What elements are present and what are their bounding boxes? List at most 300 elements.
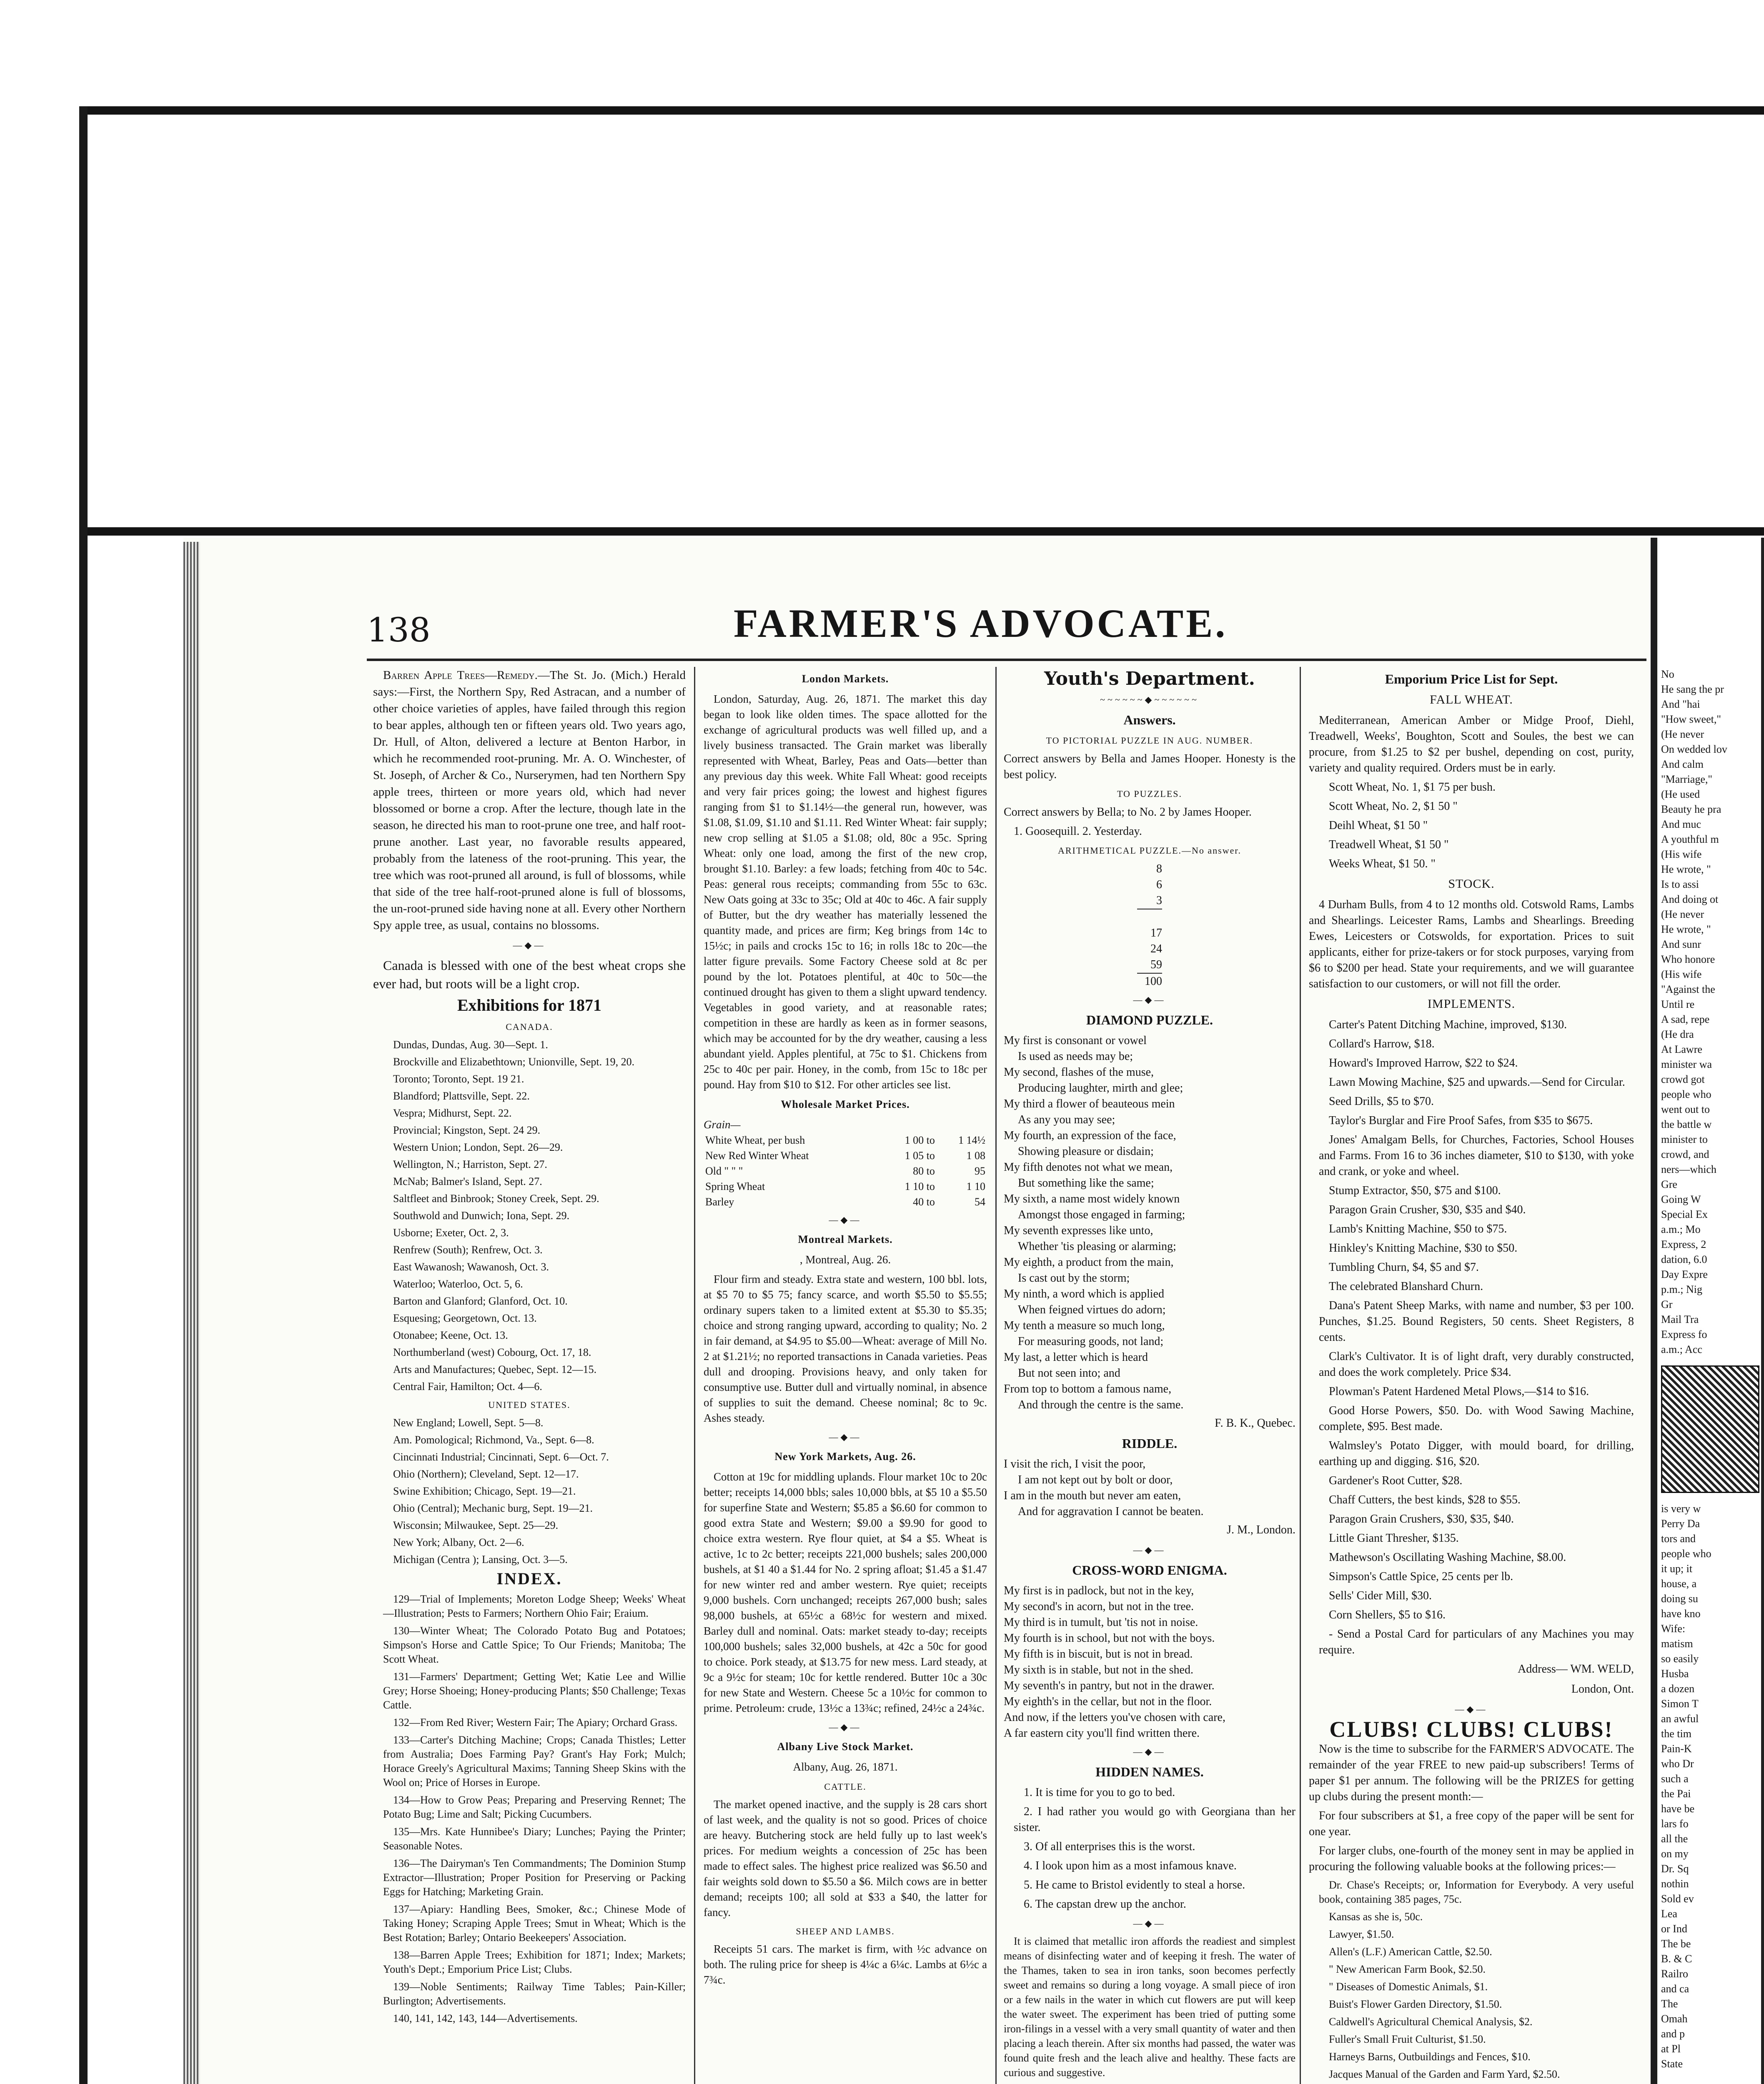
verse-line: I am in the mouth but never am eaten, — [1004, 1489, 1181, 1502]
column-3 — [1004, 667, 1295, 2084]
section-divider: —◆— — [1455, 1704, 1488, 1714]
book-item: Caldwell's Agricultural Chemical Analysis, $2. — [1329, 2016, 1533, 2028]
next-page-illustration — [1661, 1365, 1759, 1493]
implement-item: Lawn Mowing Machine, $25 and upwards.—Send for Circular. — [1329, 1076, 1625, 1089]
page-gutter — [1651, 538, 1657, 2084]
next-page-line: He wrote, " — [1661, 863, 1711, 875]
diamond-signature: F. B. K., Quebec. — [1215, 1417, 1295, 1430]
implement-item: Lamb's Knitting Machine, $50 to $75. — [1329, 1222, 1507, 1235]
exhibition-item: New York; Albany, Oct. 2—6. — [393, 1536, 524, 1548]
index-item: 139—Noble Sentiments; Railway Time Tables; Pain-Killer; Burlington; Advertisements. — [383, 1981, 686, 2007]
next-page-line: Sold ev — [1661, 1893, 1694, 1905]
verse-line: My seventh expresses like unto, — [1004, 1224, 1153, 1237]
next-page-line: The be — [1661, 1938, 1691, 1950]
book-item: Harneys Barns, Outbuildings and Fences, $10. — [1329, 2051, 1531, 2063]
hidden-name-item: 2. I had rather you would go with Georgiana than her sister. — [1014, 1805, 1295, 1834]
price-cell: 1 14½ — [958, 1134, 985, 1146]
implement-item: Taylor's Burglar and Fire Proof Safes, from $35 to $675. — [1329, 1114, 1593, 1127]
implement-item: Chaff Cutters, the best kinds, $28 to $55. — [1329, 1493, 1521, 1506]
diamond-puzzle-heading: DIAMOND PUZZLE. — [1086, 1012, 1213, 1027]
albany-dateline: Albany, Aug. 26, 1871. — [793, 1761, 898, 1773]
book-item: Buist's Flower Garden Directory, $1.50. — [1329, 1998, 1502, 2010]
implement-item: Mathewson's Oscillating Washing Machine, $8.00. — [1329, 1551, 1566, 1564]
verse-line: Amongst those engaged in farming; — [1018, 1208, 1185, 1221]
section-divider: —◆— — [829, 1215, 862, 1225]
fall-wheat-heading: FALL WHEAT. — [1430, 693, 1513, 706]
implement-item: - Send a Postal Card for particulars of any Machines you may require. — [1319, 1628, 1634, 1656]
next-page-line: a.m.; Acc — [1661, 1343, 1702, 1355]
exhibition-item: Wellington, N.; Harriston, Sept. 27. — [393, 1158, 547, 1170]
implement-item: Walmsley's Potato Digger, with mould board, for drilling, earthing up and digging. $16, $20. — [1319, 1439, 1634, 1468]
exhibition-item: Wisconsin; Milwaukee, Sept. 25—29. — [393, 1519, 559, 1531]
verse-line: Producing laughter, mirth and glee; — [1018, 1082, 1183, 1095]
verse-line: My third is in tumult, but 'tis not in noise. — [1004, 1616, 1198, 1629]
next-page-line: the battle w — [1661, 1118, 1712, 1130]
next-page-line: Simon T — [1661, 1698, 1699, 1710]
price-cell: Old " " " — [705, 1165, 743, 1177]
implement-item: Simpson's Cattle Spice, 25 cents per lb. — [1329, 1570, 1513, 1583]
next-page-line: Wife: — [1661, 1623, 1686, 1635]
next-page-line: State — [1661, 2058, 1683, 2070]
section-divider: —◆— — [829, 1432, 862, 1442]
riddle-heading: RIDDLE. — [1122, 1436, 1178, 1451]
sum-number: 6 — [1156, 878, 1162, 891]
next-page-line: on my — [1661, 1848, 1689, 1860]
implement-item: Hinkley's Knitting Machine, $30 to $50. — [1329, 1242, 1518, 1255]
verse-line: Showing pleasure or disdain; — [1018, 1145, 1154, 1158]
book-item: Kansas as she is, 50c. — [1329, 1911, 1423, 1923]
scan-border-right — [1761, 538, 1764, 2084]
column-4 — [1309, 667, 1634, 2084]
book-item: Jacques Manual of the Garden and Farm Yard, $2.50. — [1329, 2068, 1560, 2080]
header-rule — [367, 659, 1646, 661]
book-item: Lawyer, $1.50. — [1329, 1928, 1394, 1940]
next-page-fragment — [1661, 667, 1761, 2084]
next-page-line: (He used — [1661, 788, 1700, 800]
verse-line: And now, if the letters you've chosen with care, — [1004, 1711, 1225, 1724]
book-item: " Diseases of Domestic Animals, $1. — [1329, 1981, 1488, 1993]
next-page-line: matism — [1661, 1638, 1693, 1650]
exhibition-item: East Wawanosh; Wawanosh, Oct. 3. — [393, 1261, 549, 1273]
section-divider: —◆— — [1133, 1746, 1166, 1757]
next-page-line: and ca — [1661, 1983, 1689, 1995]
london-markets-heading: London Markets. — [802, 673, 889, 685]
next-page-line: people who — [1661, 1548, 1711, 1560]
section-divider: —◆— — [1133, 1545, 1166, 1555]
wheat-price-row: Weeks Wheat, $1 50. " — [1329, 857, 1436, 870]
implement-item: Corn Shellers, $5 to $16. — [1329, 1608, 1446, 1621]
hidden-names-list — [1004, 1785, 1295, 1912]
next-page-line: And sunr — [1661, 938, 1701, 950]
exhibition-item: Barton and Glanford; Glanford, Oct. 10. — [393, 1295, 568, 1307]
next-page-line: doing su — [1661, 1593, 1698, 1605]
verse-line: My third a flower of beauteous mein — [1004, 1097, 1175, 1110]
price-cell: 80 to — [913, 1165, 935, 1177]
next-page-line: (He never — [1661, 728, 1704, 740]
arithmetical-label: ARITHMETICAL PUZZLE.—No answer. — [1057, 845, 1242, 856]
sheep-label: SHEEP AND LAMBS. — [796, 1926, 895, 1936]
wholesale-price-table — [704, 1132, 987, 1210]
pictorial-answer: Correct answers by Bella and James Hooper. Honesty is the best policy. — [1004, 752, 1295, 781]
next-page-line: B. & C — [1661, 1953, 1692, 1965]
next-page-line: people who — [1661, 1088, 1711, 1100]
implement-item: Gardener's Root Cutter, $28. — [1329, 1474, 1463, 1487]
verse-line: But not seen into; and — [1018, 1367, 1120, 1380]
sum-number: 3 — [1156, 894, 1162, 907]
next-page-line: Special Ex — [1661, 1208, 1708, 1220]
next-page-line: an awful — [1661, 1713, 1699, 1725]
book-item: Fuller's Small Fruit Culturist, $1.50. — [1329, 2033, 1486, 2045]
wholesale-prices-heading: Wholesale Market Prices. — [781, 1098, 910, 1110]
exhibition-item: Northumberland (west) Cobourg, Oct. 17, 18. — [393, 1346, 591, 1358]
next-page-line: have be — [1661, 1803, 1695, 1815]
next-page-line: went out to — [1661, 1103, 1710, 1115]
ornamental-rule: ~~~~~~◆~~~~~~ — [1100, 694, 1199, 705]
albany-market-heading: Albany Live Stock Market. — [777, 1741, 914, 1753]
exhibition-item: New England; Lowell, Sept. 5—8. — [393, 1417, 544, 1429]
implement-item: Paragon Grain Crusher, $30, $35 and $40. — [1329, 1203, 1526, 1216]
verse-line: My eighth, a product from the main, — [1004, 1256, 1174, 1269]
verse-line: Is cast out by the storm; — [1018, 1272, 1130, 1285]
next-page-line: Express, 2 — [1661, 1238, 1706, 1250]
next-page-line: is very w — [1661, 1503, 1701, 1515]
price-cell: White Wheat, per bush — [705, 1134, 805, 1146]
next-page-line: The — [1661, 1998, 1678, 2010]
answers-heading: Answers. — [1123, 712, 1176, 727]
next-page-line: Lea — [1661, 1908, 1677, 1920]
next-page-line: Express fo — [1661, 1328, 1707, 1340]
exhibition-item: Renfrew (South); Renfrew, Oct. 3. — [393, 1244, 543, 1256]
us-exhibition-list — [373, 1416, 686, 1566]
emporium-heading: Emporium Price List for Sept. — [1385, 671, 1558, 686]
puzzles-answer: 1. Goosequill. 2. Yesterday. — [1014, 825, 1142, 838]
next-page-line: house, a — [1661, 1578, 1697, 1590]
next-page-line: so easily — [1661, 1653, 1699, 1665]
verse-line: Whether 'tis pleasing or alarming; — [1018, 1240, 1176, 1253]
price-cell: 1 00 to — [905, 1134, 935, 1146]
exhibition-item: Saltfleet and Binbrook; Stoney Creek, Sept. 29. — [393, 1192, 599, 1205]
price-row — [704, 1194, 987, 1210]
implement-item: Little Giant Thresher, $135. — [1329, 1532, 1459, 1545]
next-page-line: the tim — [1661, 1728, 1691, 1740]
price-cell: 54 — [975, 1196, 985, 1208]
hidden-name-item: 1. It is time for you to go to bed. — [1024, 1786, 1175, 1799]
exhibition-item: Dundas, Dundas, Aug. 30—Sept. 1. — [393, 1039, 548, 1051]
index-item: 131—Farmers' Department; Getting Wet; Katie Lee and Willie Grey; Horse Shoeing; Honey-producing Plants; $50 Challenge; Texas Cattle. — [383, 1671, 686, 1711]
index-item: 132—From Red River; Western Fair; The Apiary; Orchard Grass. — [393, 1716, 678, 1728]
puzzles-answer-text: Correct answers by Bella; to No. 2 by James Hooper. — [1004, 806, 1252, 819]
next-page-line: it up; it — [1661, 1563, 1693, 1575]
clubs-heading: CLUBS! CLUBS! CLUBS! — [1329, 1717, 1614, 1742]
next-page-line: at Pl — [1661, 2043, 1681, 2055]
hidden-names-heading: HIDDEN NAMES. — [1095, 1764, 1204, 1779]
verse-line: I visit the rich, I visit the poor, — [1004, 1458, 1146, 1470]
verse-line: My seventh's in pantry, but not in the drawer. — [1004, 1679, 1215, 1692]
masthead-title: FARMER'S ADVOCATE. — [734, 601, 1228, 646]
clubs-text-3: For larger clubs, one-fourth of the money sent in may be applied in procuring the following valuable books at the following prices:— — [1309, 1844, 1634, 1873]
implement-item: Dana's Patent Sheep Marks, with name and number, $3 per 100. Punches, $1.25. Bound Registers, 50 cents. Sheet Registers, 8 cents. — [1319, 1299, 1634, 1344]
canada-crops-paragraph: Canada is blessed with one of the best wheat crops she ever had, but roots will be a light crop. — [373, 958, 686, 991]
sum-number: 24 — [1150, 942, 1162, 955]
verse-line: My tenth a measure so much long, — [1004, 1319, 1165, 1332]
wheat-price-row: Scott Wheat, No. 1, $1 75 per bush. — [1329, 781, 1496, 794]
us-label: UNITED STATES. — [488, 1400, 571, 1410]
puzzles-label: TO PUZZLES. — [1117, 789, 1183, 799]
verse-line: From top to bottom a famous name, — [1004, 1383, 1172, 1395]
next-page-line: Gre — [1661, 1178, 1677, 1190]
index-item: 136—The Dairyman's Ten Commandments; The Dominion Stump Extractor—Illustration; Proper Position for Preserving or Packing Eggs for Hatching; Marketing Grain. — [383, 1857, 686, 1898]
exhibitions-heading: Exhibitions for 1871 — [457, 996, 601, 1014]
fall-wheat-text: Mediterranean, American Amber or Midge Proof, Diehl, Treadwell, Weeks', Boughton, Scott and Soules, the best we can procure, from $1.25 to $2 per bushel, depending on cost, purity, variety and quality required. Orders must be in early. — [1309, 714, 1634, 774]
next-page-text-top — [1661, 667, 1761, 1357]
next-page-line: Until re — [1661, 998, 1695, 1010]
newyork-markets-heading: New York Markets, Aug. 26. — [774, 1450, 916, 1463]
exhibition-item: Michigan (Centra ); Lansing, Oct. 3—5. — [393, 1553, 568, 1566]
exhibition-item: Am. Pomological; Richmond, Va., Sept. 6—8. — [393, 1434, 594, 1446]
next-page-line: Dr. Sq — [1661, 1863, 1689, 1875]
verse-line: When feigned virtues do adorn; — [1018, 1303, 1166, 1316]
wheat-price-row: Treadwell Wheat, $1 50 " — [1329, 838, 1449, 851]
london-markets-report: London, Saturday, Aug. 26, 1871. The market this day began to look like olden times. The space allotted for the exchange of agricultural products was well filled up, and a lively business transacted. The Grain market was liberally represented with Wheat, Barley, Peas and Oats—better than any previous day this week. White Fall Wheat: good receipts and very fair prices going; the lowest and highest figures ranging from $1 to $1.14½—the general run, however, was $1.08, $1.09, $1.10 and $1.11. Red Winter Wheat: fair supply; new crop selling at $1.05 a $1.08; old, 80c a 95c. Spring Wheat: only one load, among the first of the new crop, brought $1.10. Barley: a few loads; fetching from 40c to 54c. Peas: general rous receipts; commanding from 55c to 63c. New Oats going at 33c to 35c; Old at 40c to 46c. A fair supply of Butter, but the dry weather has materially lessened the quantity made, and prices are firm; Keg brings from 14c to 15½c; in pails and crocks 15c to 16; in rolls 18c to 20c—the latter figure prevails. Some Factory Cheese sold at 8c per pound by the lot. Potatoes plentiful, at 40c to 50c—the continued drought has given to them a slight upward tendency. Vegetables in good variety, and at reasonable rates; competition in these are hardly as keen as in former seasons, which may be accounted for by the dry weather, causing a less abundant yield. Apples plentiful, at 75c to $1. Chickens from 25c to 40c per pair. Honey, in the comb, from 15c to 18c per pound. Hay from $10 to $12. For other articles see list. — [704, 693, 987, 1091]
next-page-line: (His wife — [1661, 848, 1702, 860]
next-page-line: And muc — [1661, 818, 1701, 830]
riddle-verse — [1004, 1456, 1295, 1520]
enigma-heading: CROSS-WORD ENIGMA. — [1072, 1563, 1227, 1578]
sum-number — [1137, 909, 1162, 925]
exhibition-item: Otonabee; Keene, Oct. 13. — [393, 1329, 508, 1341]
next-page-line: (He never — [1661, 908, 1704, 920]
verse-line: My fifth is in biscuit, but is not in bread. — [1004, 1648, 1193, 1661]
exhibition-item: Swine Exhibition; Chicago, Sept. 19—21. — [393, 1485, 576, 1497]
verse-line: My sixth, a name most widely known — [1004, 1192, 1180, 1205]
next-page-line: Railro — [1661, 1968, 1688, 1980]
index-item: 135—Mrs. Kate Hunnibee's Diary; Lunches; Paying the Printer; Seasonable Notes. — [383, 1826, 686, 1852]
hidden-name-item: 6. The capstan drew up the anchor. — [1024, 1898, 1186, 1911]
stock-text: 4 Durham Bulls, from 4 to 12 months old. Cotswold Rams, Lambs and Shearlings. Leicester Rams, Lambs and Shearlings. Breeding Ewes, Leicesters or Cotswolds, for exportation. Prices to suit applicants, either for prize-takers or for stock purposes, varying from $6 to $200 per head. State your requirements, and we will guarantee satisfaction to our customers, or will not fill the order. — [1309, 898, 1634, 990]
next-page-line: a.m.; Mo — [1661, 1223, 1701, 1235]
verse-line: My fourth, an expression of the face, — [1004, 1129, 1176, 1142]
scan-border-left — [79, 106, 88, 2084]
wheat-price-row: Deihl Wheat, $1 50 " — [1329, 819, 1428, 832]
next-page-line: (His wife — [1661, 968, 1702, 980]
next-page-line: all the — [1661, 1833, 1688, 1845]
column-divider — [694, 667, 695, 2084]
verse-line: As any you may see; — [1018, 1113, 1115, 1126]
index-list — [373, 1592, 686, 2026]
next-page-line: He wrote, " — [1661, 923, 1711, 935]
next-page-line: crowd, and — [1661, 1148, 1709, 1160]
implement-item: Stump Extractor, $50, $75 and $100. — [1329, 1184, 1501, 1197]
next-page-line: At Lawre — [1661, 1043, 1702, 1055]
next-page-line: (He dra — [1661, 1028, 1694, 1040]
verse-line: My second, flashes of the muse, — [1004, 1066, 1154, 1079]
index-item: 129—Trial of Implements; Moreton Lodge Sheep; Weeks' Wheat—Illustration; Pests to Farmers; Northern Ohio Fair; Eraium. — [383, 1593, 686, 1619]
pictorial-label: TO PICTORIAL PUZZLE IN AUG. NUMBER. — [1046, 735, 1253, 746]
verse-line: My ninth, a word which is applied — [1004, 1287, 1164, 1300]
next-page-line: Omah — [1661, 2013, 1688, 2025]
montreal-markets-report: Flour firm and steady. Extra state and western, 100 bbl. lots, at $5 70 to $5 75; fancy scarce, and worth $5.50 to $5.55; ordinary supers taken to a limited extent at $5.30 to $5.35; choice and strong ranging upward, according to quality; No. 2 in fair demand, at $4.95 to $5.00—Wheat: average of Mill No. 2 at $1.21½; no reported transactions in Canada varieties. Peas dull and drooping. Provisions heavy, and only taken for consumptive use. Butter dull and virtually nominal, in absence of supplies to suit the demand. Cheese nominal; 8c to 9c. Ashes steady. — [704, 1273, 987, 1424]
next-page-line: Mail Tra — [1661, 1313, 1699, 1325]
column-1 — [373, 667, 686, 2084]
verse-line: My first is in padlock, but not in the key, — [1004, 1584, 1194, 1597]
price-cell: 1 10 — [966, 1180, 985, 1192]
index-item: 138—Barren Apple Trees; Exhibition for 1871; Index; Markets; Youth's Dept.; Emporium Price List; Clubs. — [383, 1949, 686, 1975]
next-page-line: A youthful m — [1661, 833, 1719, 845]
sum-number: 100 — [1137, 973, 1162, 989]
next-page-line: Husba — [1661, 1668, 1689, 1680]
next-page-line: have kno — [1661, 1608, 1701, 1620]
price-cell: New Red Winter Wheat — [705, 1150, 809, 1162]
section-divider: —◆— — [1133, 994, 1166, 1005]
wheat-price-list — [1309, 779, 1634, 872]
next-page-line: the Pai — [1661, 1788, 1691, 1800]
implement-item: Seed Drills, $5 to $70. — [1329, 1095, 1434, 1108]
verse-line: My eighth's in the cellar, but not in the floor. — [1004, 1695, 1212, 1708]
implement-item: Plowman's Patent Hardened Metal Plows,—$14 to $16. — [1329, 1385, 1589, 1398]
exhibition-item: Ohio (Northern); Cleveland, Sept. 12—17. — [393, 1468, 579, 1480]
arithmetic-sum — [1137, 861, 1162, 989]
canada-exhibition-list — [373, 1038, 686, 1393]
verse-line: And for aggravation I cannot be beaten. — [1018, 1505, 1204, 1518]
verse-line: My fourth is in school, but not with the boys. — [1004, 1632, 1215, 1645]
next-page-line: And calm — [1661, 758, 1704, 770]
next-page-line: Day Expre — [1661, 1268, 1708, 1280]
price-cell: 1 05 to — [905, 1150, 935, 1162]
next-page-line: No — [1661, 668, 1674, 680]
exhibition-item: Blandford; Plattsville, Sept. 22. — [393, 1090, 530, 1102]
implement-item: Clark's Cultivator. It is of light draft, very durably constructed, and does the work completely. Price $34. — [1319, 1350, 1634, 1379]
next-page-line: who Dr — [1661, 1758, 1694, 1770]
page-header — [367, 600, 1638, 663]
column-divider — [1300, 667, 1301, 2084]
exhibition-item: Central Fair, Hamilton; Oct. 4—6. — [393, 1380, 542, 1393]
implement-item: Jones' Amalgam Bells, for Churches, Factories, School Houses and Farms. From 16 to 36 inches diameter, $10 to $130, with yoke and crank, or yoke and wheel. — [1319, 1133, 1634, 1178]
diamond-puzzle-verse — [1004, 1033, 1295, 1413]
next-page-text-bottom — [1661, 1501, 1761, 2071]
exhibition-item: Vespra; Midhurst, Sept. 22. — [393, 1107, 512, 1119]
verse-line: A far eastern city you'll find written there. — [1004, 1727, 1200, 1740]
verse-line: My second's in acorn, but not in the tree. — [1004, 1600, 1194, 1613]
verse-line: My last, a letter which is heard — [1004, 1351, 1148, 1364]
exhibition-item: Toronto; Toronto, Sept. 19 21. — [393, 1073, 524, 1085]
clubs-text: Now is the time to subscribe for the FARMER'S ADVOCATE. The remainder of the year FREE to new paid-up subscribers! Terms of paper $1 per annum. The following will be the PRIZES for getting up clubs during the present month:— — [1309, 1743, 1634, 1803]
price-cell: 40 to — [913, 1196, 935, 1208]
price-row — [704, 1179, 987, 1194]
next-page-line: "How sweet," — [1661, 713, 1721, 725]
next-page-line: nothin — [1661, 1878, 1689, 1890]
exhibition-item: Waterloo; Waterloo, Oct. 5, 6. — [393, 1278, 523, 1290]
hidden-name-item: 3. Of all enterprises this is the worst. — [1024, 1840, 1195, 1853]
verse-line: But something like the same; — [1018, 1177, 1154, 1190]
exhibition-item: Brockville and Elizabethtown; Unionville, Sept. 19, 20. — [393, 1056, 635, 1068]
wheat-price-row: Scott Wheat, No. 2, $1 50 " — [1329, 800, 1458, 813]
next-page-line: crowd got — [1661, 1073, 1705, 1085]
exhibition-item: Southwold and Dunwich; Iona, Sept. 29. — [393, 1210, 570, 1222]
address-place: London, Ont. — [1571, 1683, 1634, 1696]
price-row — [704, 1132, 987, 1148]
book-item: Dr. Chase's Receipts; or, Information for Everybody. A very useful book, containing 385 pages, 75c. — [1319, 1879, 1634, 1905]
article-lead: Barren Apple Trees—Remedy. — [383, 669, 538, 682]
next-page-line: dation, 6.0 — [1661, 1253, 1707, 1265]
verse-line: And through the centre is the same. — [1018, 1398, 1184, 1411]
next-page-line: Pain-K — [1661, 1743, 1692, 1755]
albany-sheep-report: Receipts 51 cars. The market is firm, with ½c advance on both. The ruling price for sheep is 4¼c a 6¼c. Lambs at 6½c a 7¾c. — [704, 1943, 987, 1986]
implement-item: Paragon Grain Crushers, $30, $35, $40. — [1329, 1513, 1514, 1525]
implement-item: The celebrated Blanshard Churn. — [1329, 1280, 1483, 1293]
verse-line: My sixth is in stable, but not in the shed. — [1004, 1663, 1193, 1676]
exhibition-item: Usborne; Exeter, Oct. 2, 3. — [393, 1227, 509, 1239]
index-item: 133—Carter's Ditching Machine; Crops; Canada Thistles; Letter from Australia; Does Farming Pay? Grant's Hay Fork; Mulch; Horace Greely's Agricultural Maxims; Tanning Sheep Skins with the Wool on; Price of Horses in Europe. — [383, 1734, 686, 1788]
implement-item: Collard's Harrow, $18. — [1329, 1037, 1435, 1050]
index-item: 134—How to Grow Peas; Preparing and Preserving Rennet; The Potato Bug; Lime and Salt; Picking Cucumbers. — [383, 1794, 686, 1820]
next-page-line: p.m.; Nig — [1661, 1283, 1702, 1295]
next-page-line: Who honore — [1661, 953, 1715, 965]
price-cell: Barley — [705, 1196, 734, 1208]
next-page-line: And doing ot — [1661, 893, 1719, 905]
section-divider: —◆— — [1133, 1918, 1166, 1929]
next-page-line: "Marriage," — [1661, 773, 1713, 785]
hidden-name-item: 5. He came to Bristol evidently to steal a horse. — [1024, 1879, 1245, 1891]
enigma-verse — [1004, 1583, 1295, 1741]
price-cell: 1 10 to — [905, 1180, 935, 1192]
exhibition-item: Esquesing; Georgetown, Oct. 13. — [393, 1312, 537, 1324]
riddle-signature: J. M., London. — [1227, 1523, 1295, 1536]
next-page-line: or Ind — [1661, 1923, 1687, 1935]
exhibition-item: Western Union; London, Sept. 26—29. — [393, 1141, 563, 1153]
next-page-line: ners—which — [1661, 1163, 1716, 1175]
verse-line: I am not kept out by bolt or door, — [1018, 1473, 1173, 1486]
clubs-text-2: For four subscribers at $1, a free copy of the paper will be sent for one year. — [1309, 1809, 1634, 1838]
price-cell: Spring Wheat — [705, 1180, 765, 1192]
book-item: " New American Farm Book, $2.50. — [1329, 1963, 1486, 1975]
sum-number: 17 — [1150, 927, 1162, 939]
iron-article: It is claimed that metallic iron affords the readiest and simplest means of disinfecting water and of keeping it fresh. The water of the Thames, taken to sea in iron tanks, soon becomes perfectly sweet and remains so during a long voyage. A small piece of iron or a few nails in the water in which cut flowers are put will keep the water sweet. The experiment has been tried of putting some iron-filings in a vessel with a very small quantity of water and then placing a leach therein. After six months had passed, the water was found quite fresh and the leach alive and healthy. These facts are curious and suggestive. — [1004, 1935, 1295, 2079]
next-page-line: Gr — [1661, 1298, 1673, 1310]
implements-list — [1309, 1017, 1634, 1658]
price-cell: 95 — [975, 1165, 985, 1177]
next-page-line: Perry Da — [1661, 1518, 1700, 1530]
section-divider: —◆— — [829, 1722, 862, 1732]
page-binding-edge — [183, 542, 200, 2084]
youths-department-heading: Youth's Department. — [1044, 668, 1255, 689]
next-page-line: a dozen — [1661, 1683, 1695, 1695]
index-item: 140, 141, 142, 143, 144—Advertisements. — [393, 2012, 578, 2024]
address-line: Address— WM. WELD, — [1518, 1663, 1634, 1676]
price-cell: 1 08 — [966, 1150, 985, 1162]
next-page-line: tors and — [1661, 1533, 1696, 1545]
book-item: Allen's (L.F.) American Cattle, $2.50. — [1329, 1946, 1492, 1958]
exhibition-item: Ohio (Central); Mechanic burg, Sept. 19—21. — [393, 1502, 593, 1514]
verse-line: My first is consonant or vowel — [1004, 1034, 1147, 1047]
column-2 — [704, 667, 987, 2084]
implement-item: Good Horse Powers, $50. Do. with Wood Sawing Machine, complete, $95. Best made. — [1319, 1404, 1634, 1433]
next-page-line: Beauty he pra — [1661, 803, 1721, 815]
exhibition-item: Provincial; Kingston, Sept. 24 29. — [393, 1124, 541, 1136]
implement-item: Sells' Cider Mill, $30. — [1329, 1589, 1432, 1602]
exhibition-item: Arts and Manufactures; Quebec, Sept. 12—15. — [393, 1363, 597, 1375]
next-page-line: Is to assi — [1661, 878, 1699, 890]
next-page-line: lars fo — [1661, 1818, 1689, 1830]
grain-label: Grain— — [704, 1118, 741, 1131]
montreal-dateline: , Montreal, Aug. 26. — [799, 1253, 891, 1266]
scan-blank-area — [88, 115, 1764, 527]
albany-cattle-report: The market opened inactive, and the supply is 28 cars short of last week, and the quality is not so good. Prices of choice are heavy. Butchering stock are held fully up to last week's prices. For medium weights a concession of 25c has been made to effect sales. The highest price realized was $6.50 and fair weights sold down to $5.50 a $6. Milch cows are in better demand; receipts 100; all sold at $33 a $40, the latter for fancy. — [704, 1798, 987, 1919]
index-heading: INDEX. — [496, 1569, 562, 1588]
section-divider: —◆— — [513, 940, 546, 950]
verse-line: Is used as needs may be; — [1018, 1050, 1133, 1063]
next-page-line: And "hai — [1661, 698, 1700, 710]
index-item: 137—Apiary: Handling Bees, Smoker, &c.; Chinese Mode of Taking Honey; Scraping Apple Trees; Smut in Wheat; Which is the Best Rotation; Barley; Ontario Beekeepers' Association. — [383, 1903, 686, 1944]
